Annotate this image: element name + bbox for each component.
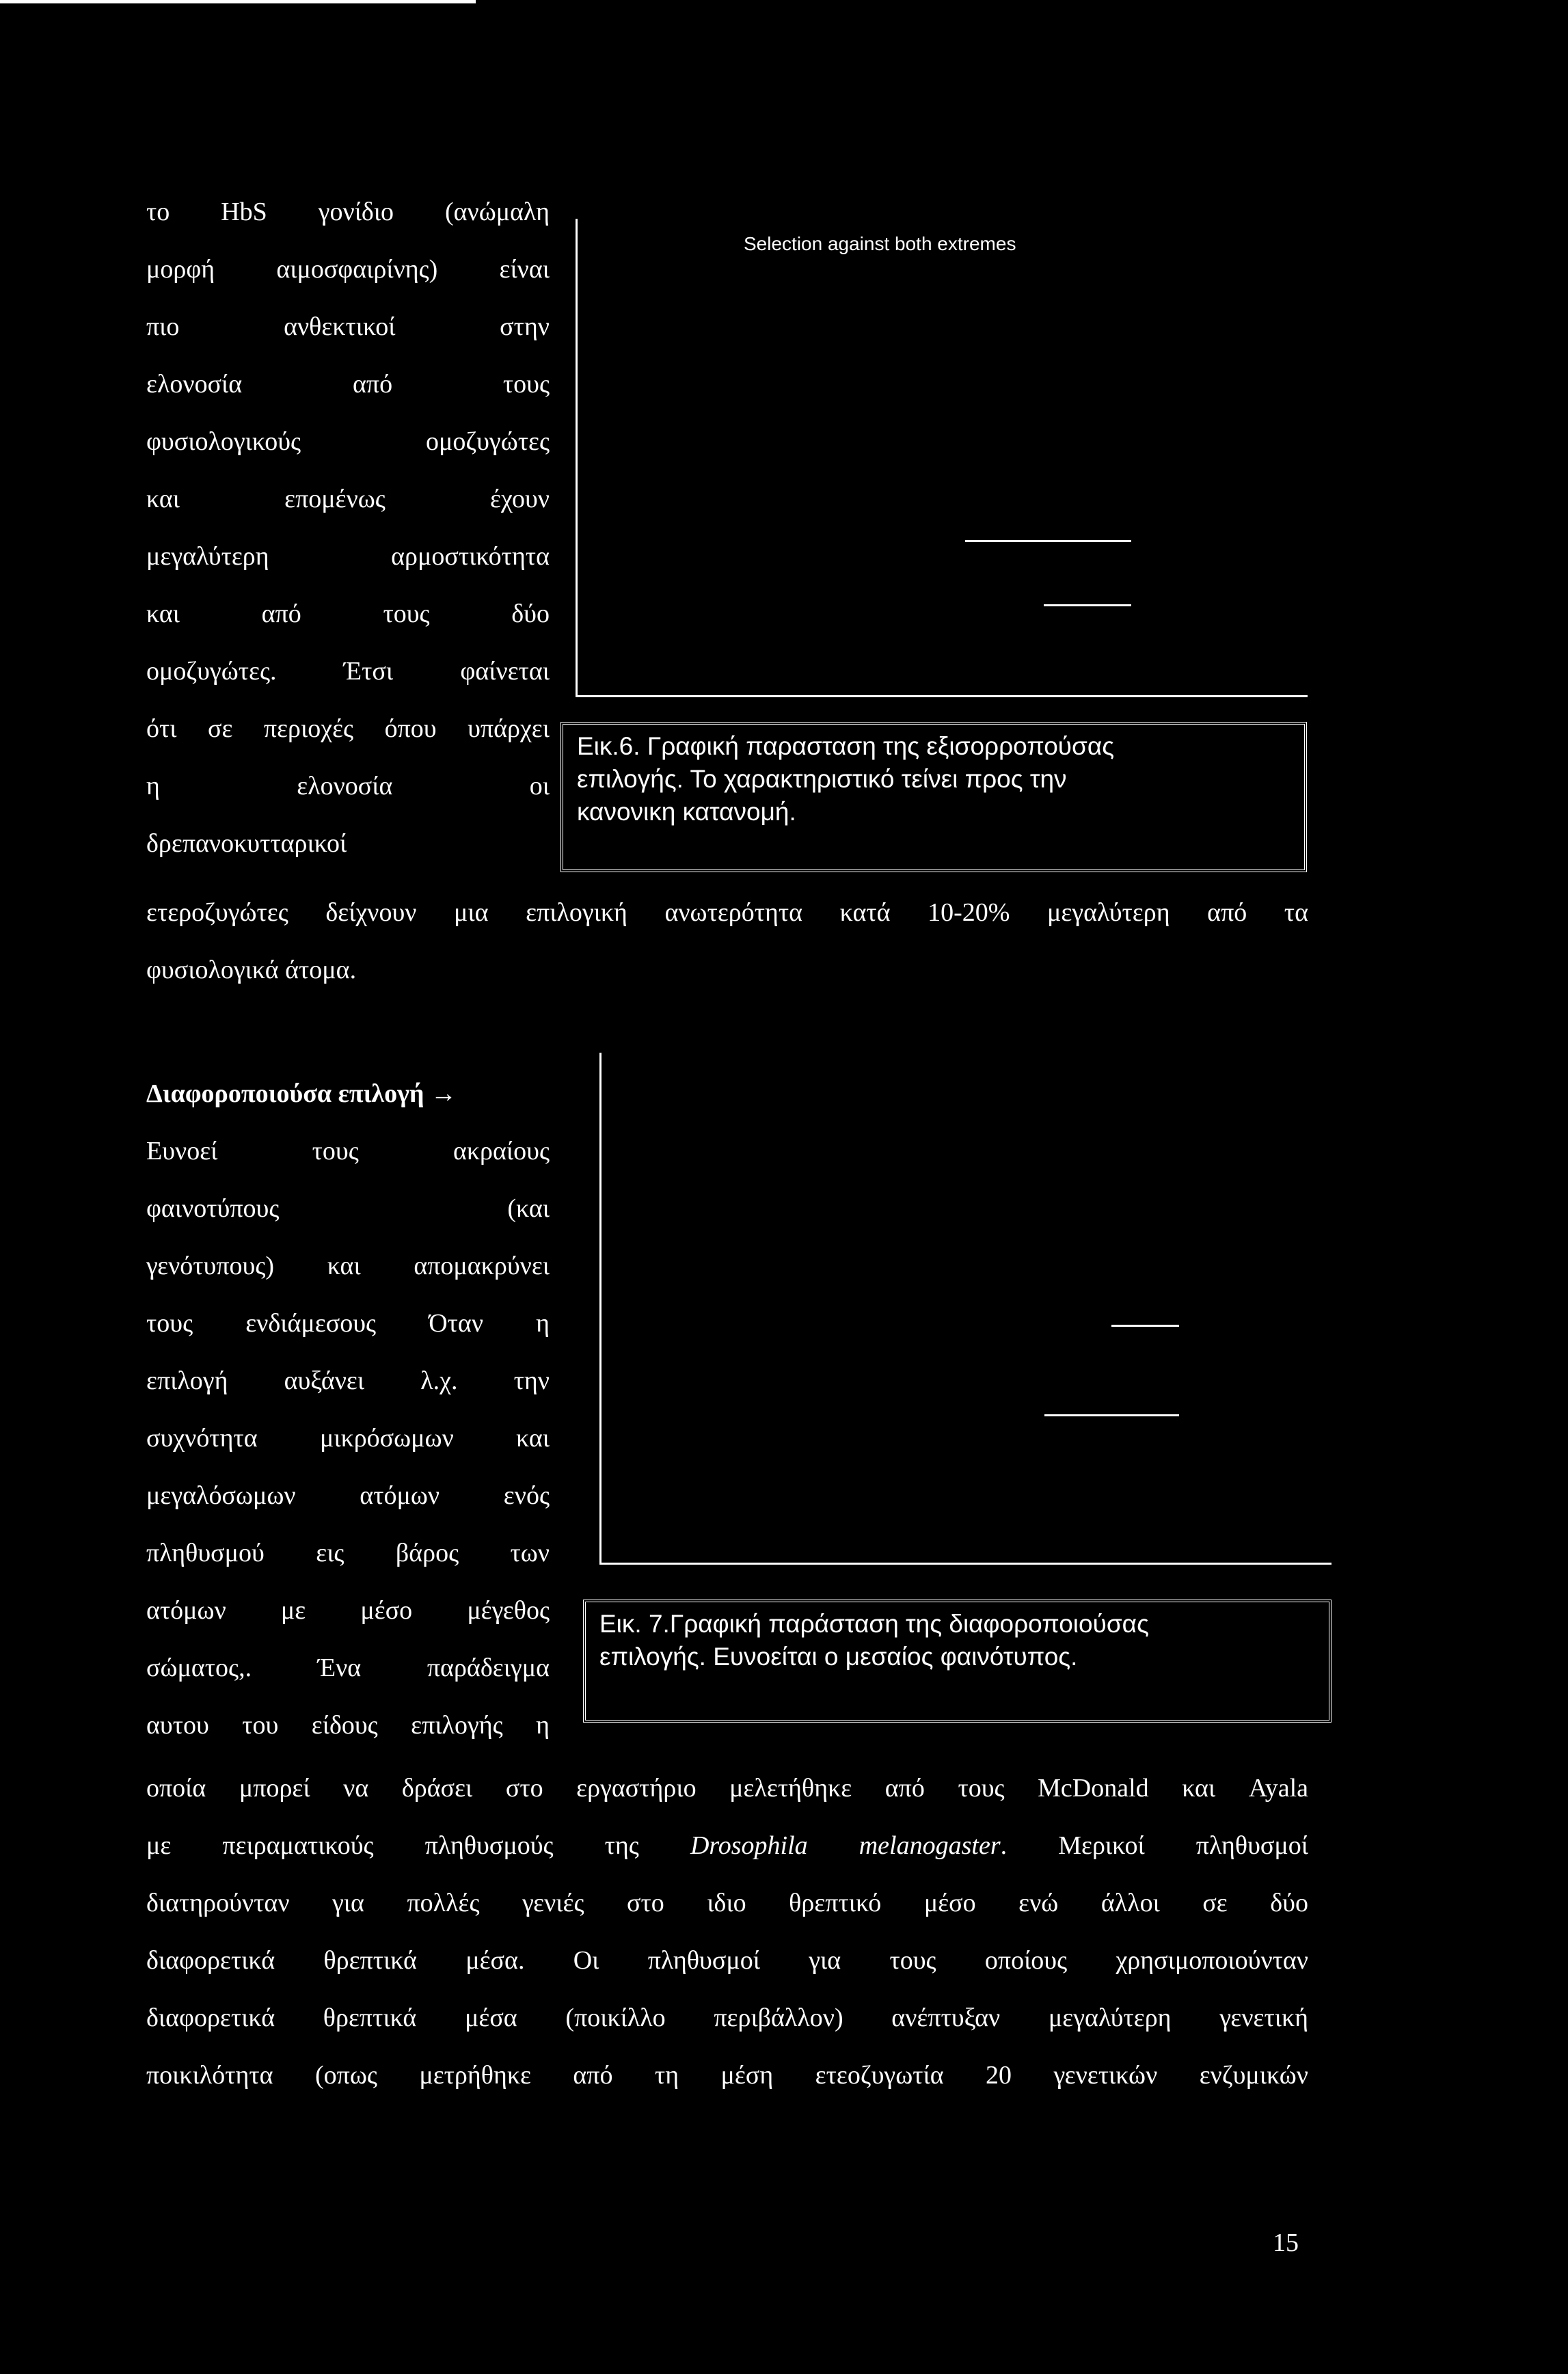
text-line: επιλογή αυξάνει λ.χ. την (146, 1366, 550, 1395)
text-line: διαφορετικά θρεπτικά μέσα (ποικίλλο περιβάλλον) ανέπτυξαν μεγαλύτερη γενετική (146, 2004, 1308, 2032)
text-span: με πειραματικούς πληθυσμούς της (146, 1831, 690, 1860)
text-line: αυτου του είδους επιλογής η (146, 1711, 550, 1740)
figure6-plot-frame (576, 219, 1308, 697)
text-line: διαφορετικά θρεπτικά μέσα. Οι πληθυσμοί για τους οποίους χρησιμοποιούνταν (146, 1946, 1308, 1975)
text-line-with-italic (146, 1830, 1308, 1861)
section-heading: Διαφοροποιούσα επιλογή → (146, 1079, 457, 1108)
text-line: πιο ανθεκτικοί στην (146, 312, 550, 341)
text-line: Ευνοεί τους ακραίους (146, 1137, 550, 1165)
text-line: μεγαλύτερη αρμοστικότητα (146, 542, 550, 571)
caption-line: κανονικη κατανομή. (577, 798, 796, 826)
text-line: δρεπανοκυτταρικοί (146, 829, 347, 858)
text-line: ότι σε περιοχές όπου υπάρχει (146, 714, 550, 743)
text-line: ελονοσία από τους (146, 370, 550, 399)
text-line: η ελονοσία οι (146, 772, 550, 800)
caption-line: επιλογής. Το χαρακτηριστικό τείνει προς την (577, 765, 1067, 793)
text-line: το HbS γονίδιο (ανώμαλη (146, 198, 550, 226)
caption-line: Εικ. 7.Γραφική παράσταση της διαφοροποιούσας (599, 1610, 1149, 1638)
text-line: ομοζυγώτες. Έτσι φαίνεται (146, 657, 550, 686)
text-line: ετεροζυγώτες δείχνουν μια επιλογική ανωτερότητα κατά 10-20% μεγαλύτερη από τα (146, 898, 1308, 927)
text-line: πληθυσμού εις βάρος των (146, 1539, 550, 1567)
figure7-distribution-line (1044, 1414, 1179, 1416)
text-line: ατόμων με μέσο μέγεθος (146, 1596, 550, 1625)
text-line: και από τους δύο (146, 599, 550, 628)
figure7-caption (583, 1600, 1332, 1723)
caption-line: Εικ.6. Γραφική παρασταση της εξισορροπούσας (577, 732, 1115, 760)
figure6-caption (560, 722, 1307, 872)
text-line: ποικιλότητα (οπως μετρήθηκε από τη μέση ετεοζυγωτία 20 γενετικών ενζυμικών (146, 2061, 1308, 2090)
figure7-plot-frame (599, 1053, 1332, 1565)
text-span: . Μερικοί πληθυσμοί (1000, 1831, 1309, 1860)
text-line: μορφή αιμοσφαιρίνης) είναι (146, 255, 550, 284)
figure6-distribution-line (1044, 604, 1131, 606)
figure6-distribution-line (965, 540, 1131, 542)
text-line: οποία μπορεί να δράσει στο εργαστήριο μελετήθηκε από τους McDonald και Ayala (146, 1774, 1308, 1803)
caption-line: επιλογής. Ευνοείται ο μεσαίος φαινότυπος. (599, 1643, 1078, 1671)
top-rule (0, 0, 476, 3)
text-line: και επομένως έχουν (146, 485, 550, 513)
text-line: φυσιολογικούς ομοζυγώτες (146, 427, 550, 456)
figure6-title: Selection against both extremes (744, 233, 1016, 254)
page-number: 15 (1273, 2228, 1299, 2257)
figure7-distribution-line (1111, 1325, 1179, 1327)
text-line: σώματος,. Ένα παράδειγμα (146, 1654, 550, 1682)
text-line: φαινοτύπους (και (146, 1194, 550, 1223)
species-name: Drosophila melanogaster (690, 1831, 1001, 1860)
text-line: τους ενδιάμεσους Όταν η (146, 1309, 550, 1338)
text-line: φυσιολογικά άτομα. (146, 956, 357, 984)
text-line: συχνότητα μικρόσωμων και (146, 1424, 550, 1453)
text-line: μεγαλόσωμων ατόμων ενός (146, 1481, 550, 1510)
text-line: διατηρούνταν για πολλές γενιές στο ιδιο θρεπτικό μέσο ενώ άλλοι σε δύο (146, 1889, 1308, 1917)
text-line: γενότυπους) και απομακρύνει (146, 1252, 550, 1280)
